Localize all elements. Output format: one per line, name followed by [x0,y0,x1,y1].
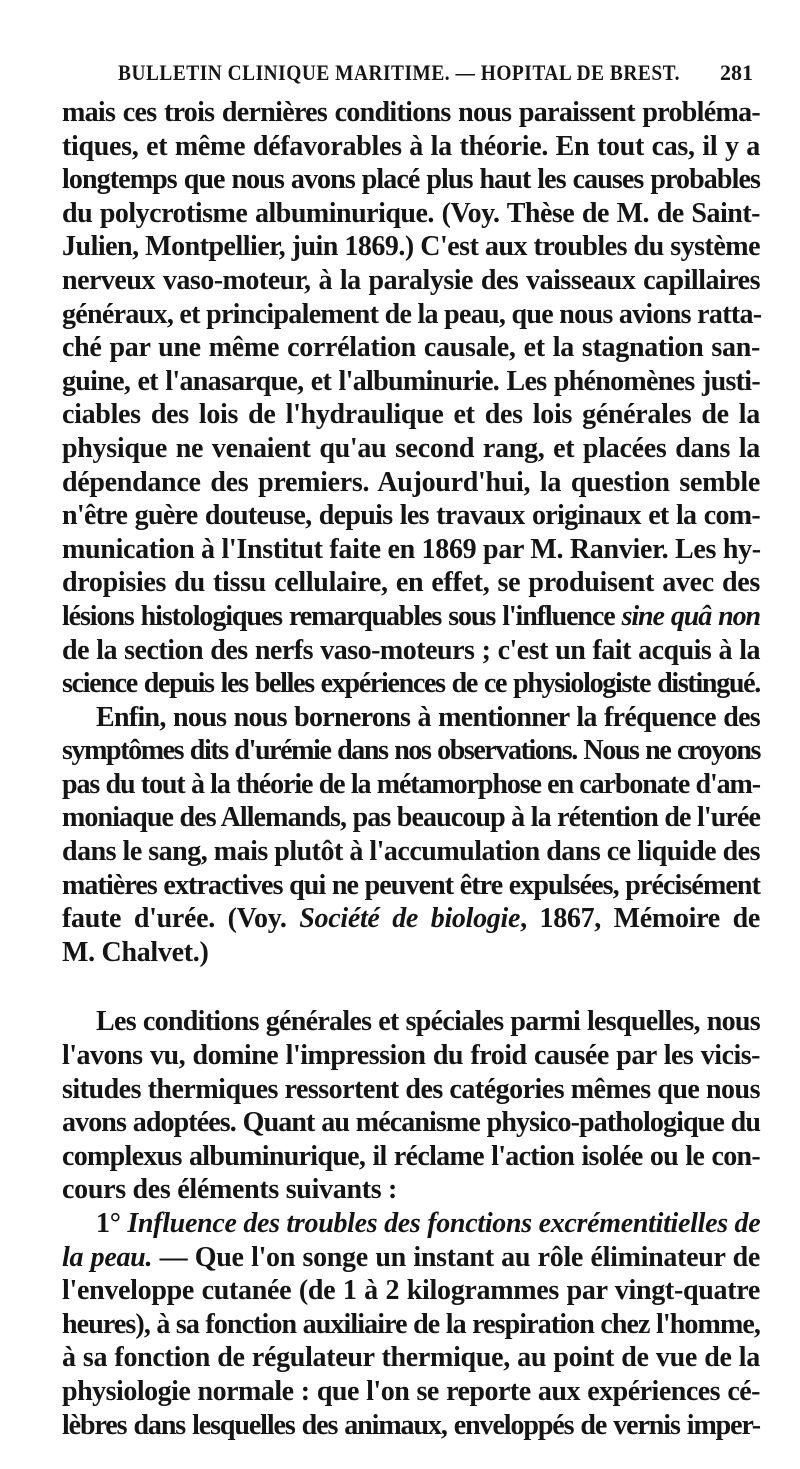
text-line: cours des éléments suivants : [62,1174,398,1206]
text-line: matières extractives qui ne peuvent être expulsées, précisément [62,869,760,901]
text-line: à sa fonction de régulateur thermique, au point de vue de la [62,1342,760,1374]
text-line: tiques, et même défavorables à la théorie. En tout cas, il y a [62,130,760,162]
text-line: guine, et l'anasarque, et l'albuminurie. Les phénomènes justi- [62,365,760,397]
text-line: moniaque des Allemands, pas beaucoup à la rétention de l'urée [62,802,760,834]
text-line: Les conditions générales et spéciales parmi lesquelles, nous [96,1006,760,1038]
text-line: généraux, et principalement de la peau, que nous avions ratta- [62,298,762,330]
text-run: — Que l'on songe un instant au rôle éliminateur de [152,1241,760,1273]
text-line: ciables des lois de l'hydraulique et des lois générales de la [62,399,760,431]
text-line: longtemps que nous avons placé plus haut les causes probables [62,164,760,196]
text-line: munication à l'Institut faite en 1869 par M. Ranvier. Les hy- [62,533,761,565]
body-text [62,96,760,1442]
text-line: Julien, Montpellier, juin 1869.) C'est aux troubles du système [62,231,760,263]
text-line [62,902,760,936]
text-line [62,1241,760,1275]
text-line: ché par une même corrélation causale, et la stagnation san- [62,332,760,364]
text-line: science depuis les belles expériences de ce physiologiste distingué. [62,668,760,700]
running-head: BULLETIN CLINIQUE MARITIME. — HOPITAL DE BREST. [118,60,680,85]
text-run: , 1867, Mémoire de [520,903,760,935]
text-run: lésions histologiques remarquables sous l'influence [62,600,622,632]
text-line [62,1207,760,1241]
text-line: heures), à sa fonction auxiliaire de la respiration chez l'homme, [62,1308,760,1340]
text-line: physiologie normale : que l'on se reporte aux expériences cé- [62,1375,760,1407]
text-line: dépendance des premiers. Aujourd'hui, la question semble [62,466,760,498]
text-line: pas du tout à la théorie de la métamorphose en carbonate d'am- [62,768,760,800]
text-line: Enfin, nous nous bornerons à mentionner la fréquence des [96,701,760,733]
text-line [62,600,760,634]
text-line: M. Chalvet.) [62,936,209,968]
text-line: physique ne venaient qu'au second rang, et placées dans la [62,432,760,464]
paragraph-gap [62,969,760,1005]
text-line: lèbres dans lesquelles des animaux, enveloppés de vernis imper- [62,1409,760,1441]
section-heading: Influence des troubles des fonctions excrémentitielles de [127,1208,761,1239]
italic-phrase: sine quâ non [621,600,760,632]
section-heading: la peau. [62,1241,153,1273]
text-line: dans le sang, mais plutôt à l'accumulation dans ce liquide des [62,836,760,868]
text-line: l'enveloppe cutanée (de 1 à 2 kilogrammes par vingt-quatre [62,1275,760,1307]
text-line: nerveux vaso-moteur, à la paralysie des vaisseaux capillaires [62,264,760,296]
text-line: situdes thermiques ressortent des catégories mêmes que nous [62,1073,760,1105]
paragraph [62,1005,760,1207]
italic-citation: Société de biologie [299,903,521,935]
paragraph [62,1207,760,1442]
text-line: mais ces trois dernières conditions nous paraissent probléma- [62,97,760,128]
text-line: n'être guère douteuse, depuis les travaux originaux et la com- [62,500,760,532]
text-run: faute d'urée. (Voy. [62,903,300,935]
paragraph [62,701,760,970]
page-number: 281 [720,60,753,85]
text-line: de la section des nerfs vaso-moteurs ; c'est un fait acquis à la [62,634,760,666]
page-header [118,60,753,90]
text-line: complexus albuminurique, il réclame l'action isolée ou le con- [62,1140,760,1172]
list-number: 1° [96,1208,128,1239]
text-line: l'avons vu, domine l'impression du froid causée par les vicis- [62,1040,760,1072]
text-line: du polycrotisme albuminurique. (Voy. Thèse de M. de Saint- [62,197,760,229]
text-line: symptômes dits d'urémie dans nos observations. Nous ne croyons [62,735,760,767]
text-line: avons adoptées. Quant au mécanisme physico-pathologique du [62,1107,760,1139]
text-line: dropisies du tissu cellulaire, en effet, se produisent avec des [62,567,760,599]
paragraph [62,96,760,701]
